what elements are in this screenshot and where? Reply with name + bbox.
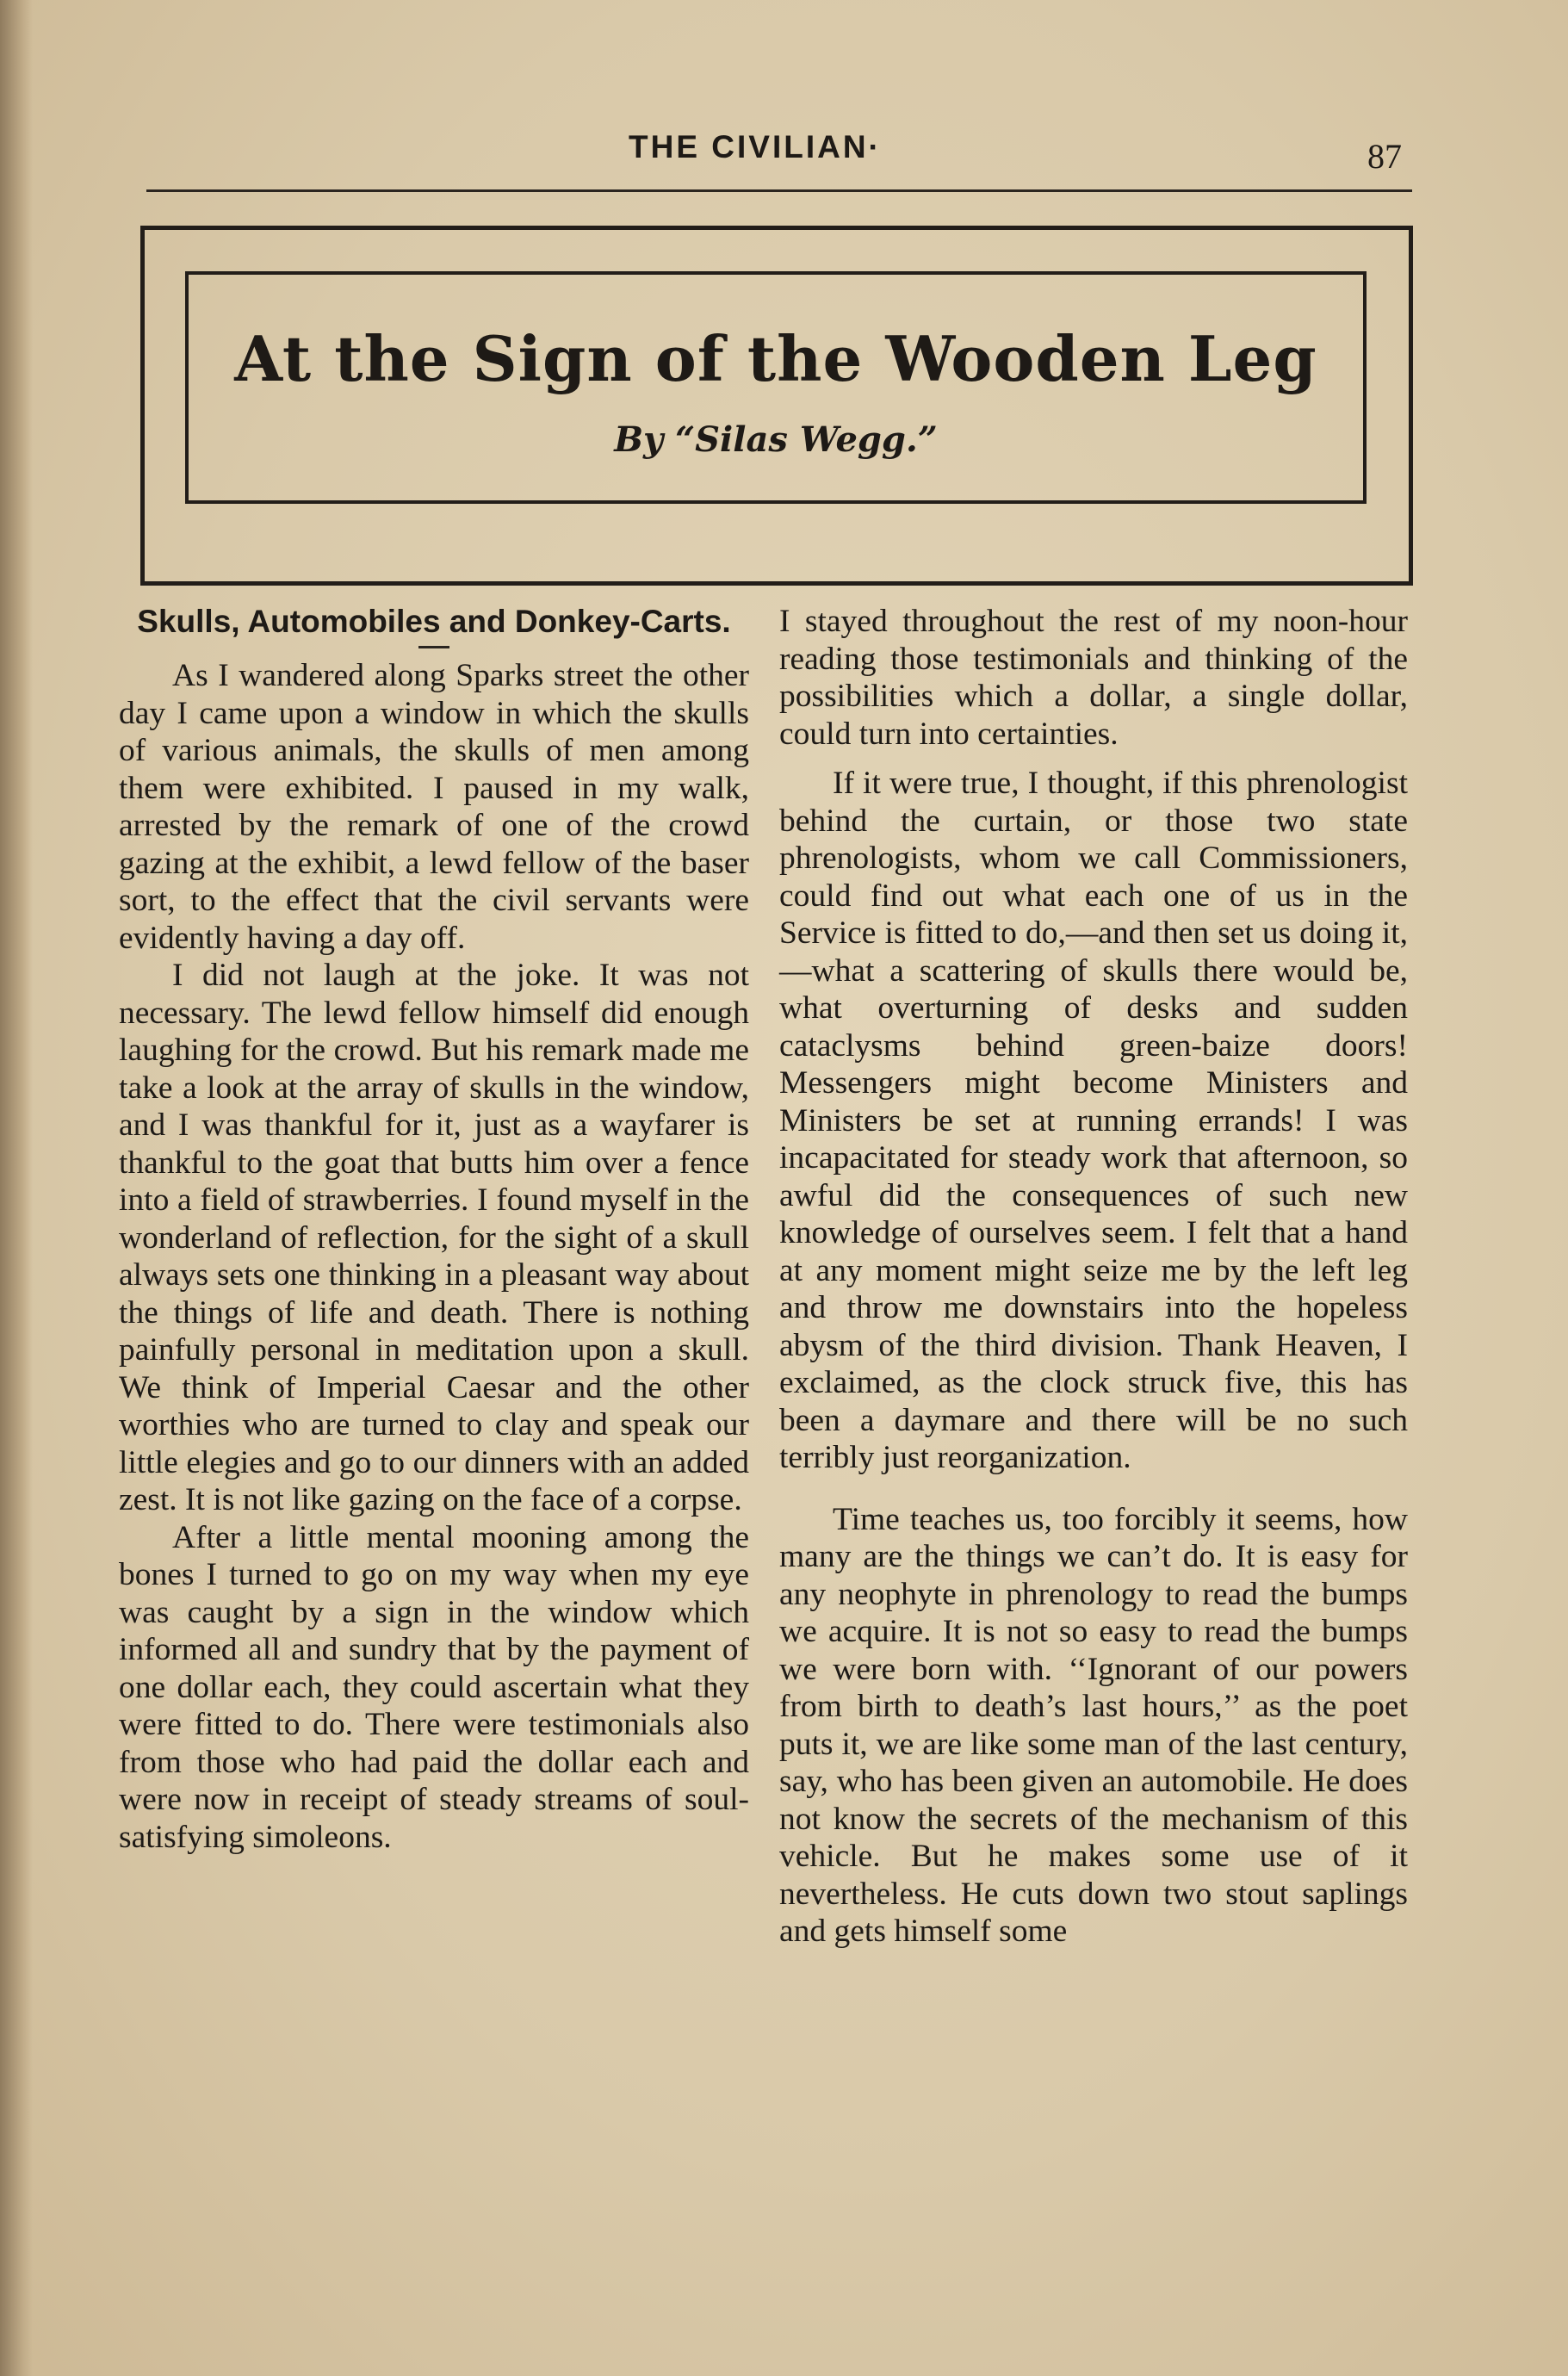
binding-shadow [0, 0, 33, 2376]
paragraph: After a little mental mooning among the bones I turned to go on my way when my eye was caught by a sign in the window which informed all and sundry that by the payment of one dollar each, they could ascertain what they were fitted to do. There were testimonials also from those who had paid the dollar each and were now in receipt of steady streams of soul-satisfying simoleons. [119, 1519, 749, 1855]
heading-dash [418, 646, 449, 648]
paragraph: I stayed throughout the rest of my noon-hour reading those testimonials and thinking of the possibilities which a dollar, a single dollar, could turn into certainties. [779, 604, 1408, 752]
paragraph: If it were true, I thought, if this phrenologist behind the curtain, or those two state phrenologists, whom we call Commissioners, could find out what each one of us in the Service is fitted to do,—and then set us doing it,—what a scattering of skulls there would be, what overturning of desks and sudden cataclysms behind green-baize doors! Messengers might become Ministers and Ministers be set at running errands! I was incapacitated for steady work that afternoon, so awful did the consequences of such new knowledge of ourselves seem. I felt that a hand at any moment might seize me by the left leg and throw me downstairs into the hopeless abysm of the third division. Thank Heaven, I exclaimed, as the clock struck five, this has been a daymare and there will be no such terribly just reorganization. [779, 766, 1408, 1475]
right-column [779, 603, 1408, 1951]
paragraph: Time teaches us, too forcibly it seems, how many are the things we can’t do. It is easy for any neophyte in phrenology to read the bumps we acquire. It is not so easy to read the bumps we were born with. ‘‘Ignorant of our powers from birth to death’s last hours,’’ as the poet puts it, we are like some man of the last century, say, who has been given an automobile. He does not know the secrets of the mechanism of this vehicle. But he makes some use of it nevertheless. He cuts down two stout saplings and gets himself some [779, 1501, 1408, 1949]
title-box-inner-frame [185, 271, 1367, 504]
page-number: 87 [1367, 137, 1402, 176]
left-column [119, 603, 749, 1856]
running-head [0, 122, 1568, 174]
journal-title: THE CIVILIAN· [629, 129, 882, 164]
title-box-outer-frame [140, 226, 1413, 586]
article-title: At the Sign of the Wooden Leg [234, 322, 1317, 395]
paragraph: I did not laugh at the joke. It was not necessary. The lewd fellow himself did enough laughing for the crowd. But his remark made me take a look at the array of skulls in the window, and I was thankful for it, just as a wayfarer is thankful to the goat that butts him over a fence into a field of strawberries. I found myself in the wonderland of reflection, for the sight of a skull always sets one thinking in a pleasant way about the things of life and death. There is nothing painfully personal in meditation upon a skull. We think of Imperial Caesar and the other worthies who are turned to clay and speak our little elegies and go to our dinners with an added zest. It is not like gazing on the face of a corpse. [119, 958, 749, 1517]
byline: By “Silas Wegg.” [614, 419, 938, 460]
paragraph: As I wandered along Sparks street the other day I came upon a window in which the skulls of various animals, the skulls of men among them were exhibited. I paused in my walk, arrested by the remark of one of the crowd gazing at the exhibit, a lewd fellow of the baser sort, to the effect that the civil servants were evidently having a day off. [119, 658, 749, 956]
section-heading: Skulls, Automobiles and Donkey-Carts. [137, 604, 731, 639]
header-rule [146, 189, 1412, 192]
